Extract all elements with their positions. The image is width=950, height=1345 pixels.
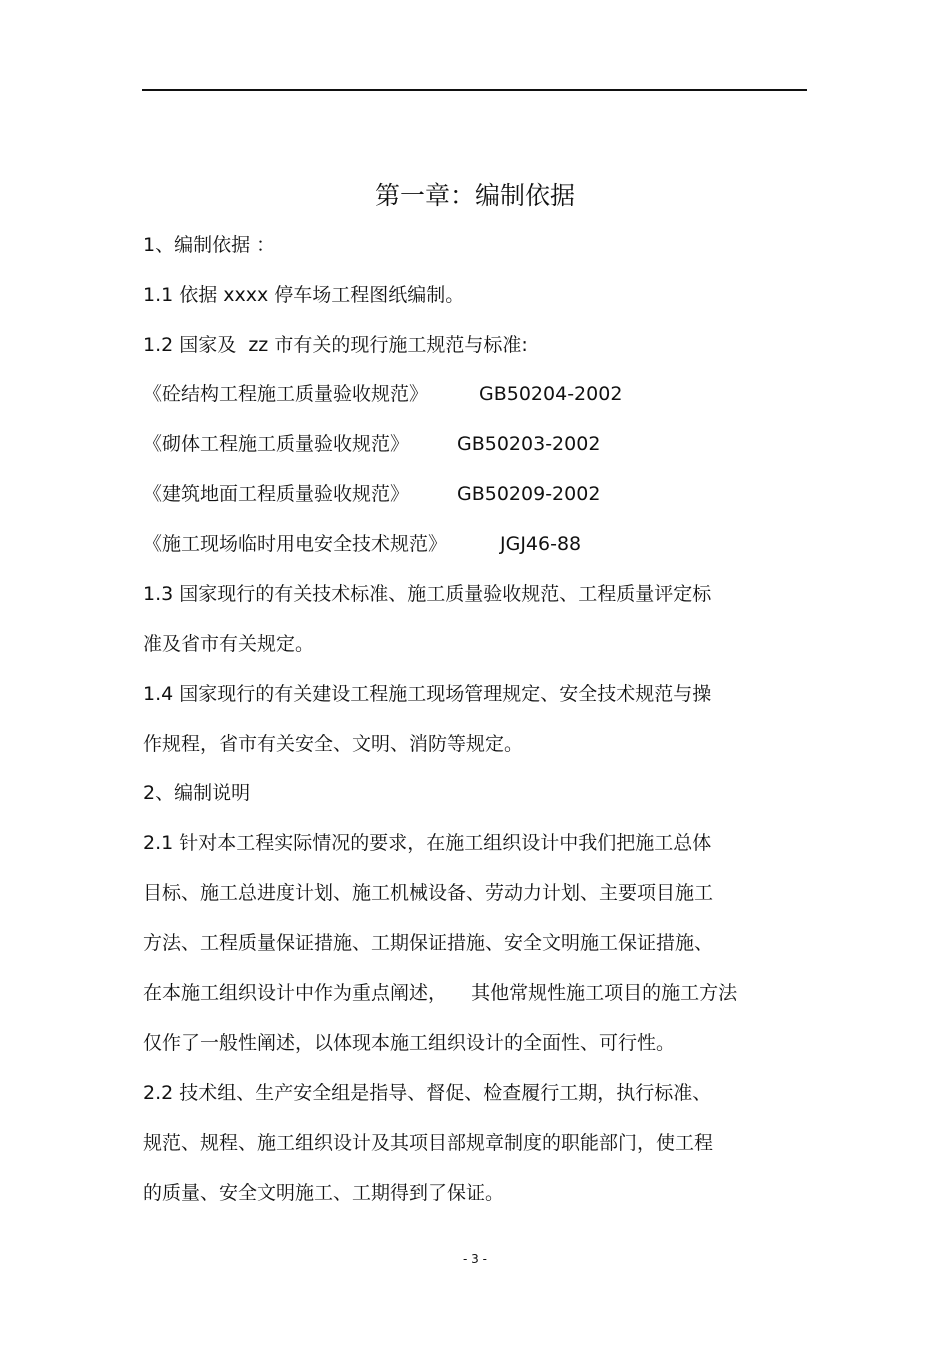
page-number: - 3 -	[463, 1252, 487, 1266]
standard-name: 《砌体工程施工质量验收规范》	[143, 433, 410, 455]
body-line: 准及省市有关规定。	[143, 633, 315, 655]
body-line: 规范、规程、施工组织设计及其项目部规章制度的职能部门，使工程	[143, 1132, 714, 1154]
body-line: 1.4 国家现行的有关建设工程施工现场管理规定、安全技术规范与操	[143, 683, 712, 705]
body-line: 仅作了一般性阐述，以体现本施工组织设计的全面性、可行性。	[143, 1032, 676, 1054]
body-line: 目标、施工总进度计划、施工机械设备、劳动力计划、主要项目施工	[143, 882, 714, 904]
standard-name: 《建筑地面工程质量验收规范》	[143, 483, 410, 505]
body-line: 在本施工组织设计中作为重点阐述， 其他常规性施工项目的施工方法	[143, 982, 738, 1004]
standard-name: 《施工现场临时用电安全技术规范》	[143, 533, 448, 555]
standard-name: 《砼结构工程施工质量验收规范》	[143, 383, 429, 405]
section-heading: 2、编制说明	[143, 782, 251, 804]
body-line: 方法、工程质量保证措施、工期保证措施、安全文明施工保证措施、	[143, 932, 714, 954]
body-line: 2.2 技术组、生产安全组是指导、督促、检查履行工期，执行标准、	[143, 1082, 712, 1104]
body-line: 2.1 针对本工程实际情况的要求，在施工组织设计中我们把施工总体	[143, 832, 712, 854]
header-rule	[142, 89, 807, 91]
body-line: 1.3 国家现行的有关技术标准、施工质量验收规范、工程质量评定标	[143, 583, 712, 605]
chapter-title: 第一章：编制依据	[374, 181, 575, 210]
standard-code: JGJ46-88	[500, 533, 582, 555]
standard-code: GB50203-2002	[457, 433, 601, 455]
body-line: 1.2 国家及 zz 市有关的现行施工规范与标准:	[143, 334, 528, 356]
body-line: 的质量、安全文明施工、工期得到了保证。	[143, 1182, 505, 1204]
standard-code: GB50204-2002	[479, 383, 623, 405]
body-line: 1、编制依据 ：	[143, 234, 276, 256]
body-line: 1.1 依据 xxxx 停车场工程图纸编制。	[143, 284, 465, 306]
body-line: 作规程，省市有关安全、文明、消防等规定。	[143, 733, 524, 755]
standard-code: GB50209-2002	[457, 483, 601, 505]
